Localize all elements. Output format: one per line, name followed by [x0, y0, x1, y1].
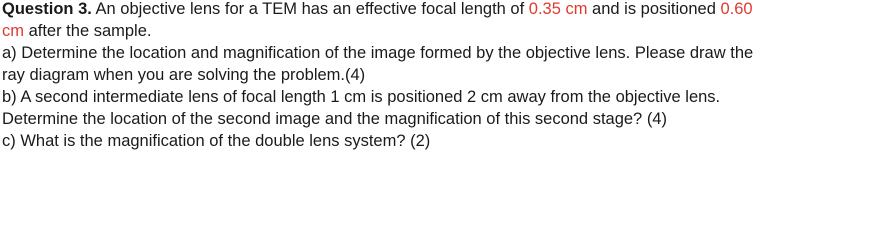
part-b-line-2: Determine the location of the second image and the magnification of this second stage? (4) — [2, 110, 667, 128]
part-c-line-1: c) What is the magnification of the double lens system? (2) — [2, 132, 431, 150]
focal-length-value: 0.35 cm — [528, 0, 588, 18]
intro-text-a: An objective lens for a TEM has an effective focal length of — [91, 0, 529, 18]
question-heading: Question 3. — [2, 0, 92, 18]
question-intro-line-2 — [2, 20, 866, 42]
lens-distance-value: 0.60 — [720, 0, 753, 18]
part-a-line-2: ray diagram when you are solving the problem.(4) — [2, 66, 366, 84]
intro-text-c: after the sample. — [24, 22, 152, 40]
part-a-line-1: a) Determine the location and magnification of the image formed by the objective lens. Please draw the — [2, 44, 754, 62]
part-b-line-1: b) A second intermediate lens of focal length 1 cm is positioned 2 cm away from the objective lens. — [2, 88, 721, 106]
question-intro-line-1 — [2, 0, 866, 20]
intro-text-b: and is positioned — [587, 0, 721, 18]
lens-distance-unit: cm — [2, 22, 24, 40]
